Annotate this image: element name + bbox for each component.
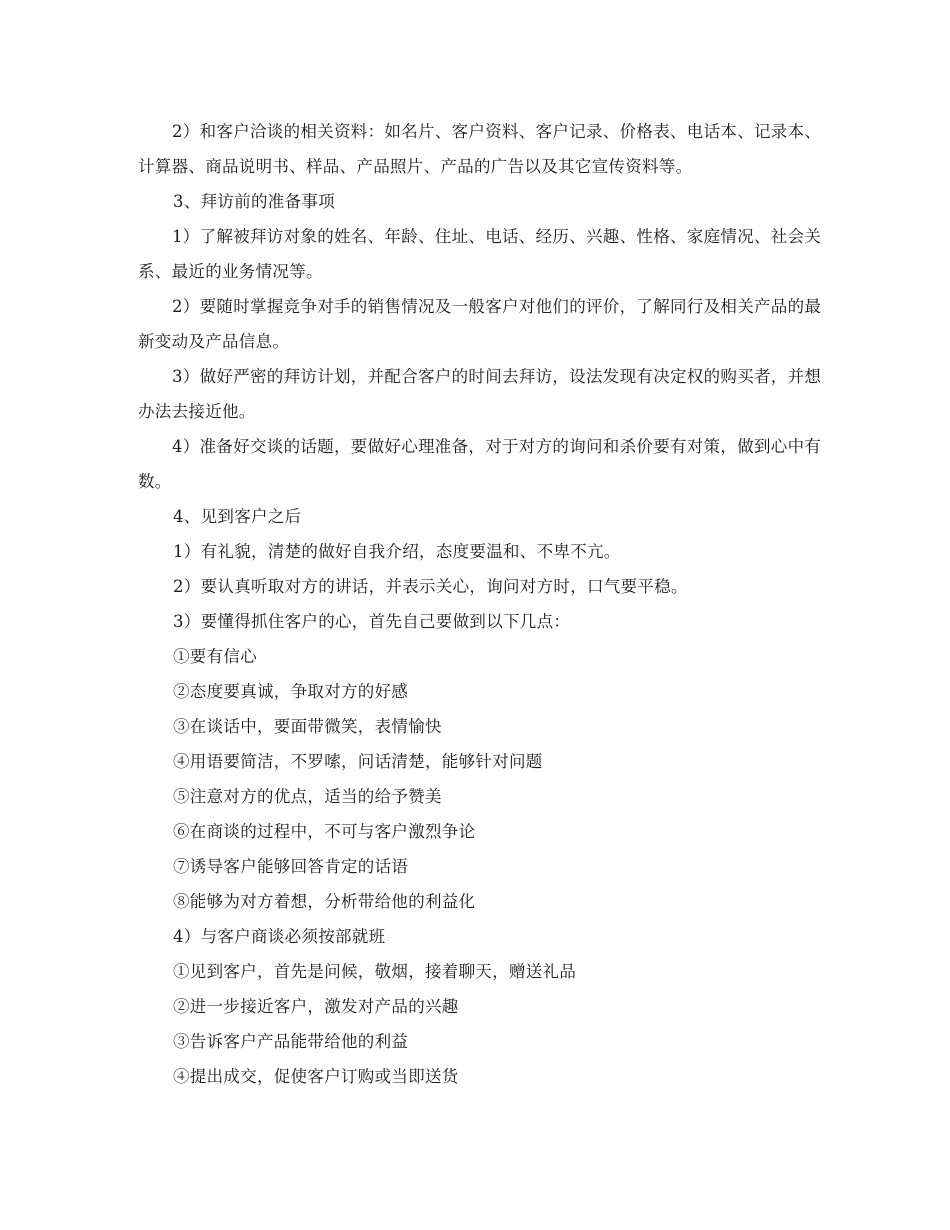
- list-item: 3）要懂得抓住客户的心，首先自己要做到以下几点：: [173, 612, 571, 631]
- section-heading-preparation: 3、拜访前的准备事项: [173, 192, 335, 211]
- list-item: 2）要认真听取对方的讲话，并表示关心，询问对方时，口气要平稳。: [173, 577, 688, 596]
- list-item: ③在谈话中，要面带微笑，表情愉快: [173, 717, 442, 736]
- list-item: 4）与客户商谈必须按部就班: [173, 927, 386, 946]
- paragraph-visit-plan: 3）做好严密的拜访计划，并配合客户的时间去拜访，设法发现有决定权的购买者，并想办法去接近他。: [138, 367, 822, 421]
- list-item: ①见到客户，首先是问候，敬烟，接着聊天，赠送礼品: [173, 962, 577, 981]
- section-heading-after-meeting: 4、见到客户之后: [173, 507, 302, 526]
- list-item: ④用语要简洁，不罗嗦，问话清楚，能够针对问题: [173, 752, 543, 771]
- list-item: ⑥在商谈的过程中，不可与客户激烈争论: [173, 822, 476, 841]
- list-item: 1）有礼貌，清楚的做好自我介绍，态度要温和、不卑不亢。: [173, 542, 621, 561]
- list-item: ②进一步接近客户，激发对产品的兴趣: [173, 997, 459, 1016]
- list-item: ③告诉客户产品能带给他的利益: [173, 1032, 409, 1051]
- paragraph-materials: 2）和客户洽谈的相关资料：如名片、客户资料、客户记录、价格表、电话本、记录本、计算器、商品说明书、样品、产品照片、产品的广告以及其它宣传资料等。: [138, 122, 822, 176]
- paragraph-topics: 4）准备好交谈的话题，要做好心理准备，对于对方的询问和杀价要有对策，做到心中有数。: [138, 437, 822, 491]
- list-item: ①要有信心: [173, 647, 257, 666]
- list-item: ②态度要真诚，争取对方的好感: [173, 682, 409, 701]
- list-item: ⑦诱导客户能够回答肯定的话语: [173, 857, 409, 876]
- paragraph-competitors: 2）要随时掌握竞争对手的销售情况及一般客户对他们的评价，了解同行及相关产品的最新变动及产品信息。: [138, 297, 822, 351]
- list-item: ④提出成交，促使客户订购或当即送货: [173, 1067, 459, 1086]
- paragraph-know-client: 1）了解被拜访对象的姓名、年龄、住址、电话、经历、兴趣、性格、家庭情况、社会关系、最近的业务情况等。: [138, 227, 822, 281]
- list-item: ⑤注意对方的优点，适当的给予赞美: [173, 787, 442, 806]
- list-item: ⑧能够为对方着想，分析带给他的利益化: [173, 892, 476, 911]
